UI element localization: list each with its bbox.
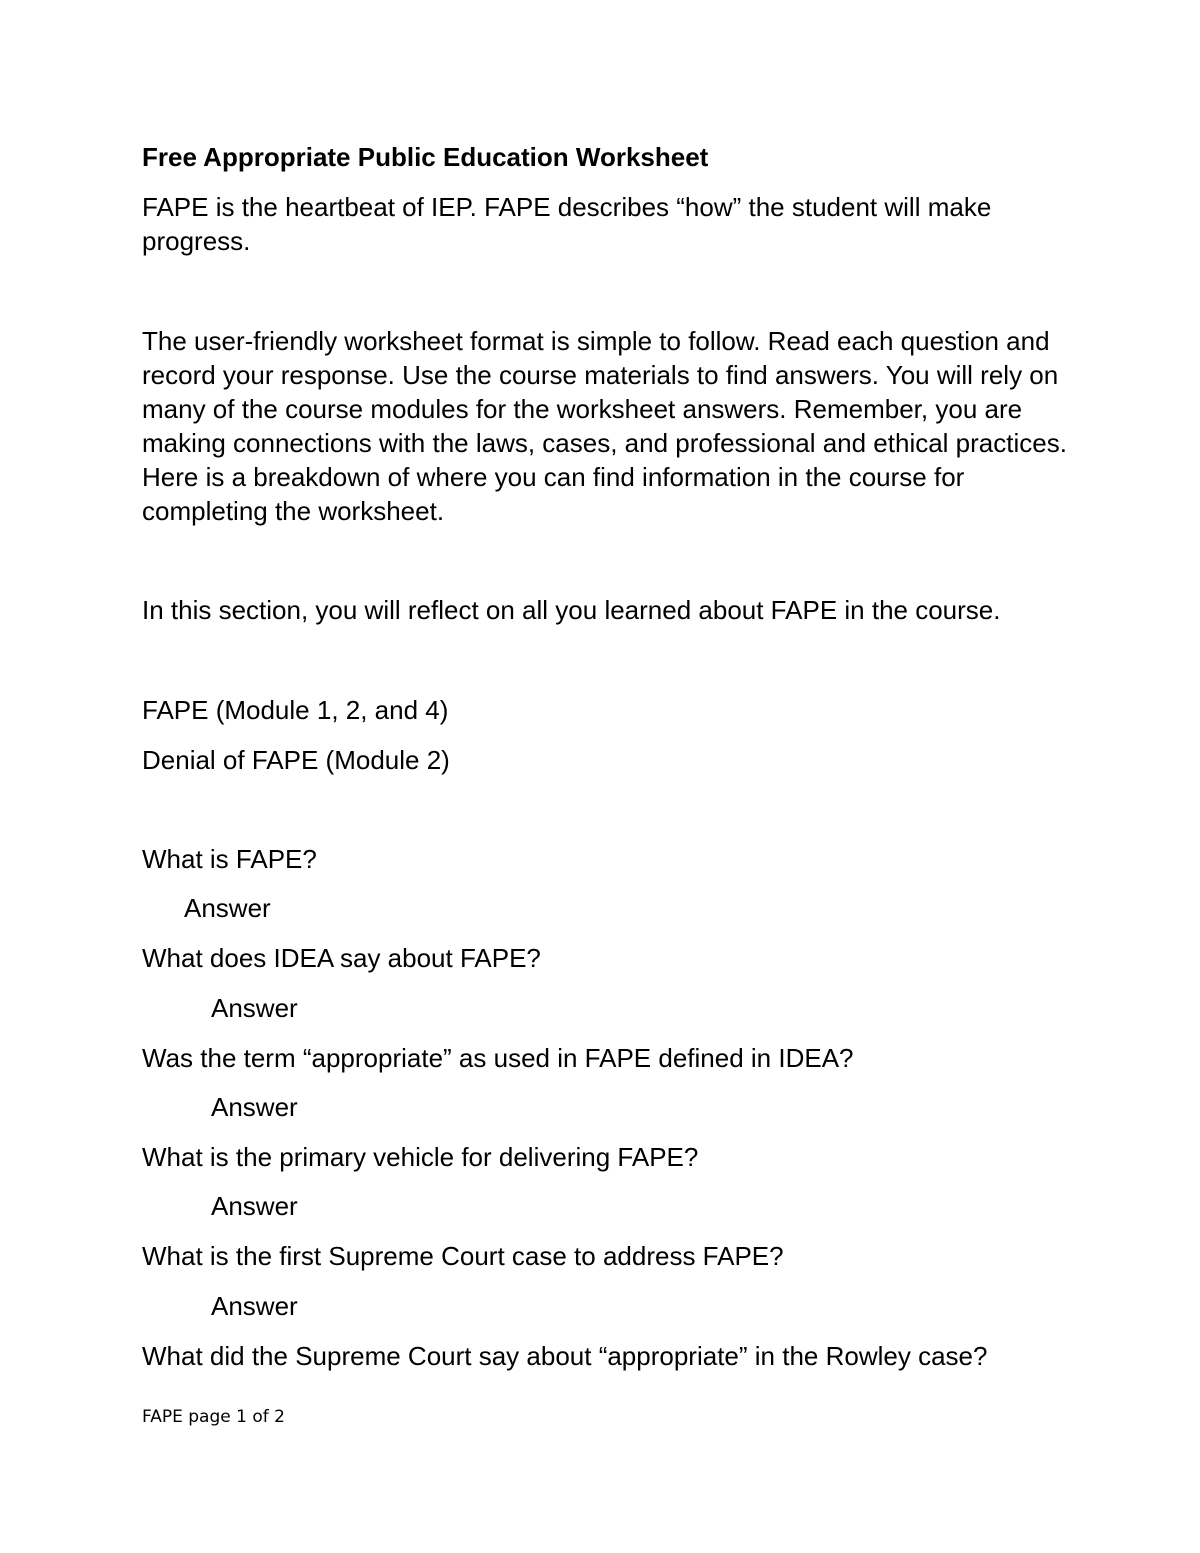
question-text: What is the first Supreme Court case to address FAPE? (142, 1241, 784, 1271)
topic-item: FAPE (Module 1, 2, and 4) (142, 695, 449, 725)
question-text: What does IDEA say about FAPE? (142, 943, 541, 973)
answer-field[interactable]: Answer (211, 1092, 298, 1122)
answer-field[interactable]: Answer (211, 993, 298, 1023)
answer-field[interactable]: Answer (211, 1291, 298, 1321)
answer-field[interactable]: Answer (184, 893, 271, 923)
reflection-paragraph: In this section, you will reflect on all you learned about FAPE in the course. (142, 595, 1001, 625)
question-text: What did the Supreme Court say about “appropriate” in the Rowley case? (142, 1341, 988, 1371)
topic-item: Denial of FAPE (Module 2) (142, 745, 450, 775)
question-text: What is FAPE? (142, 844, 317, 874)
page-footer: FAPE page 1 of 2 (142, 1407, 285, 1427)
answer-field[interactable]: Answer (211, 1191, 298, 1221)
page-title: Free Appropriate Public Education Worksheet (142, 142, 709, 172)
question-text: What is the primary vehicle for delivering FAPE? (142, 1142, 699, 1172)
intro-paragraph: FAPE is the heartbeat of IEP. FAPE describes “how” the student will make progress. (142, 192, 992, 256)
instructions-paragraph: The user-friendly worksheet format is simple to follow. Read each question and record your response. Use the course materials to find answers. You will rely on many of the course modules for the worksheet answers. Remember, you are making connections with the laws, cases, and professional and ethical practices. Here is a breakdown of where you can find information in the course for completing the worksheet. (142, 326, 1067, 526)
question-text: Was the term “appropriate” as used in FAPE defined in IDEA? (142, 1043, 854, 1073)
